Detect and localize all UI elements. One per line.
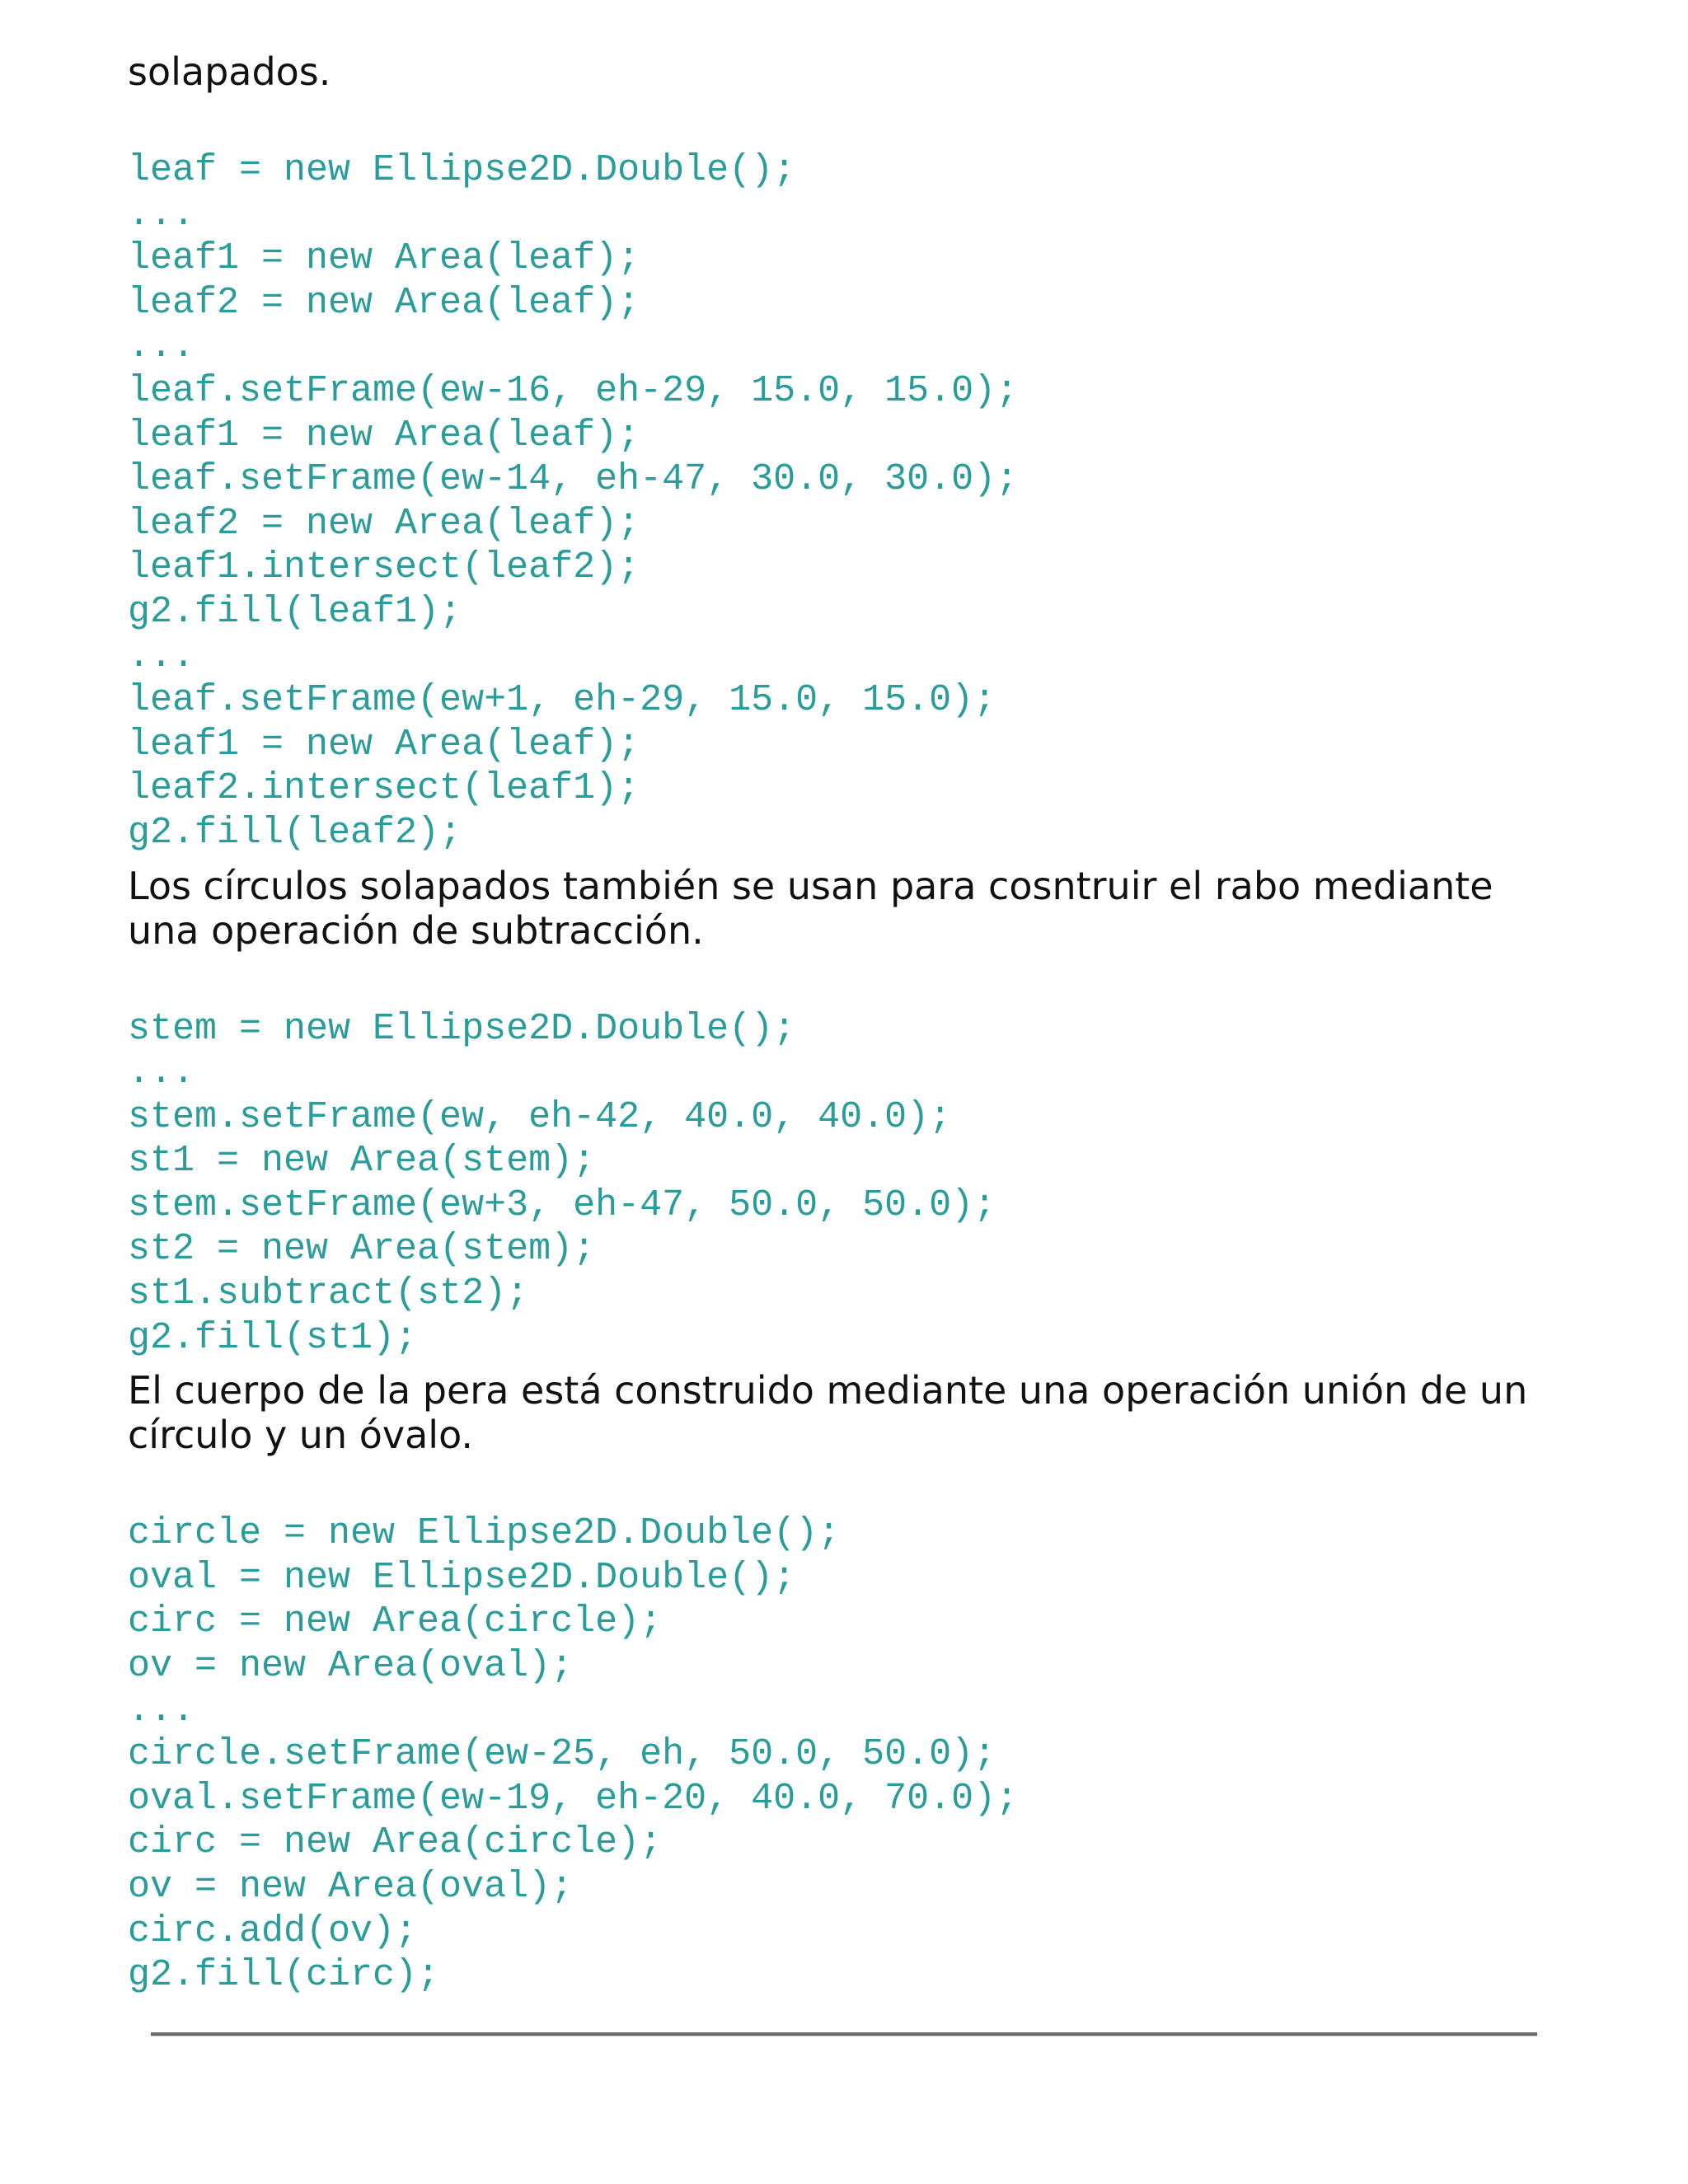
intro-text: solapados. [128, 49, 331, 94]
document-page [128, 49, 1562, 1998]
code-line: g2.fill(st1); [128, 1316, 418, 1359]
code-line: leaf1.intersect(leaf2); [128, 546, 640, 589]
code-line: leaf = new Ellipse2D.Double(); [128, 149, 796, 191]
code-line: st1 = new Area(stem); [128, 1140, 596, 1183]
code-line: ... [128, 326, 195, 368]
code-line: ... [128, 193, 195, 236]
code-line: stem.setFrame(ew+3, eh-47, 50.0, 50.0); [128, 1183, 996, 1226]
code-line: stem.setFrame(ew, eh-42, 40.0, 40.0); [128, 1095, 952, 1138]
spacer [128, 94, 1562, 148]
code-line: g2.fill(circ); [128, 1954, 440, 1997]
code-line: leaf2.intersect(leaf1); [128, 767, 640, 810]
code-line: leaf2 = new Area(leaf); [128, 281, 640, 324]
code-line: leaf2 = new Area(leaf); [128, 502, 640, 545]
spacer [128, 1457, 1562, 1511]
code-block-stem [128, 1007, 1562, 1361]
code-line: stem = new Ellipse2D.Double(); [128, 1007, 796, 1050]
code-line: leaf1 = new Area(leaf); [128, 237, 640, 280]
code-line: leaf1 = new Area(leaf); [128, 414, 640, 457]
code-line: ov = new Area(oval); [128, 1866, 574, 1908]
code-line: ov = new Area(oval); [128, 1645, 574, 1688]
code-line: leaf.setFrame(ew+1, eh-29, 15.0, 15.0); [128, 679, 996, 722]
code-line: circ = new Area(circle); [128, 1821, 663, 1864]
code-line: st2 = new Area(stem); [128, 1228, 596, 1271]
code-line: g2.fill(leaf2); [128, 811, 462, 854]
code-line: oval.setFrame(ew-19, eh-20, 40.0, 70.0); [128, 1777, 1019, 1820]
spacer [128, 953, 1562, 1007]
code-line: ... [128, 1689, 195, 1732]
paragraph-body: El cuerpo de la pera está construido mediante una operación unión de un círculo y un óvalo. [128, 1368, 1528, 1458]
code-line: circ.add(ov); [128, 1910, 418, 1952]
code-line: ... [128, 1052, 195, 1094]
paragraph-stem: Los círculos solapados también se usan para cosntruir el rabo mediante una operación de subtracción. [128, 863, 1493, 953]
code-block-leaf [128, 148, 1562, 855]
code-line: leaf.setFrame(ew-14, eh-47, 30.0, 30.0); [128, 458, 1019, 501]
code-line: circle.setFrame(ew-25, eh, 50.0, 50.0); [128, 1733, 996, 1776]
code-line: circle = new Ellipse2D.Double(); [128, 1512, 841, 1555]
code-line: leaf1 = new Area(leaf); [128, 723, 640, 766]
code-line: circ = new Area(circle); [128, 1601, 663, 1643]
code-line: g2.fill(leaf1); [128, 590, 462, 633]
code-line: leaf.setFrame(ew-16, eh-29, 15.0, 15.0); [128, 369, 1019, 412]
code-line: oval = new Ellipse2D.Double(); [128, 1556, 796, 1599]
code-line: ... [128, 635, 195, 677]
code-line: st1.subtract(st2); [128, 1272, 529, 1315]
horizontal-rule [151, 2032, 1537, 2036]
code-block-body [128, 1511, 1562, 1998]
